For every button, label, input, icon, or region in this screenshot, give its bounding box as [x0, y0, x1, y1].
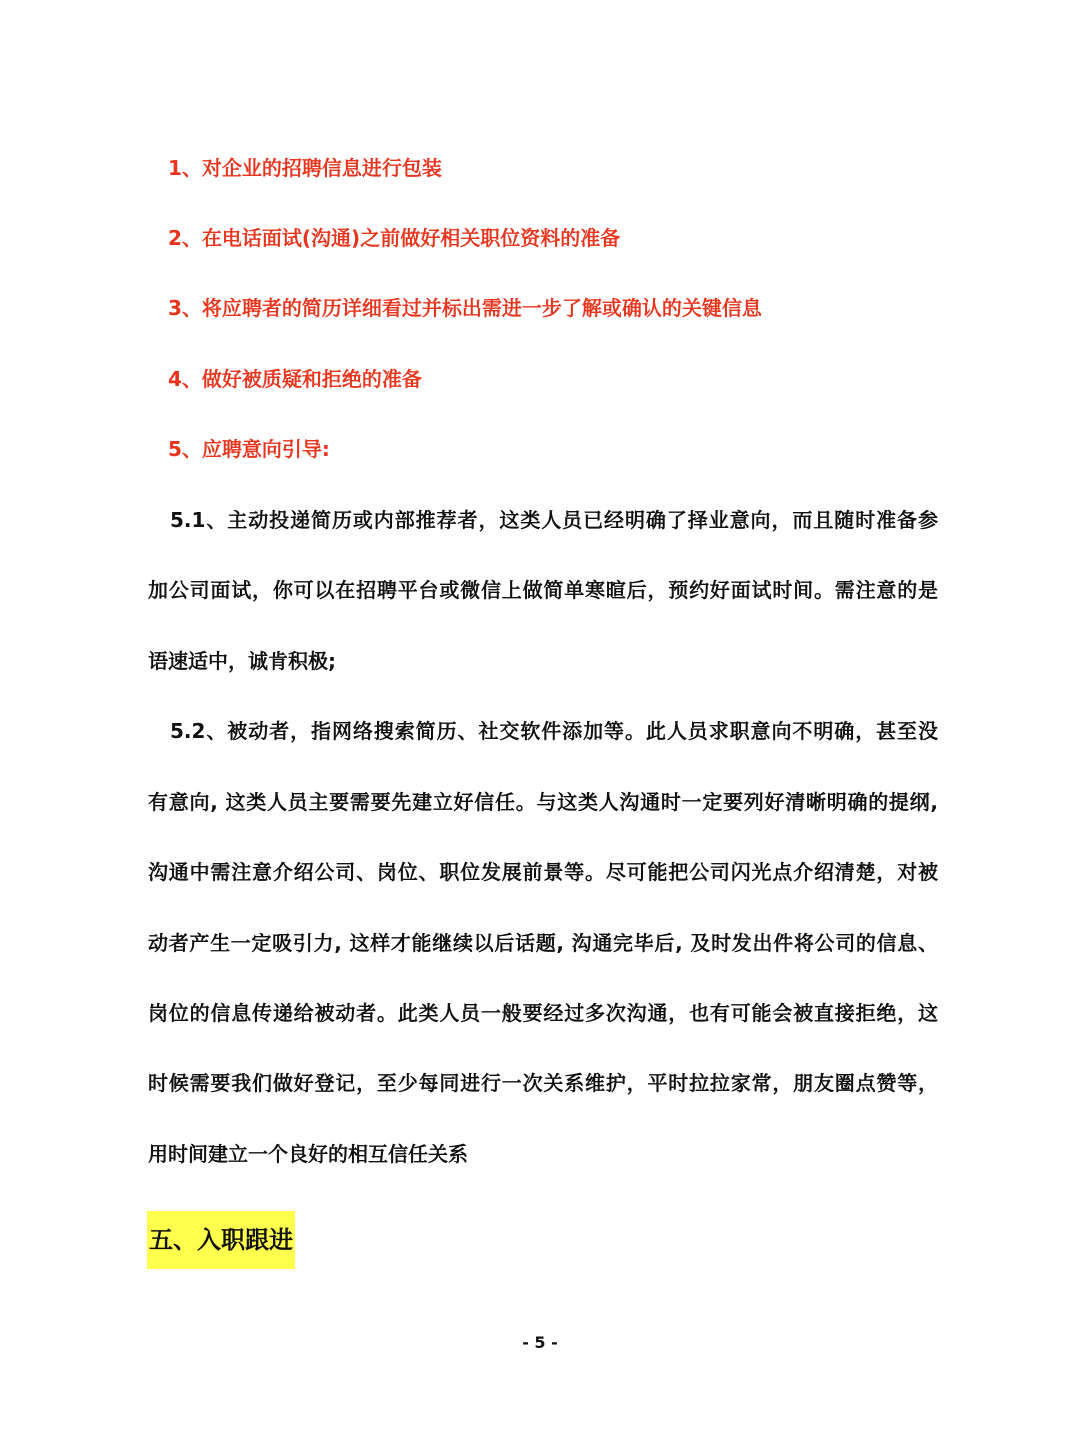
paragraph-line: 语速适中，诚肯积极;	[148, 649, 336, 673]
paragraph-line: 时候需要我们做好登记，至少每同进行一次关系维护，平时拉拉家常，朋友圈点赞等，	[148, 1071, 938, 1095]
section-heading: 五、入职跟进	[147, 1211, 295, 1269]
paragraph-line: 有意向, 这类人员主要需要先建立好信任。与这类人沟通时一定要列好清晰明确的提纲,	[148, 790, 938, 814]
paragraph-line: 沟通中需注意介绍公司、岗位、职位发展前景等。尽可能把公司闪光点介绍清楚，对被	[148, 860, 938, 884]
paragraph-line: 5.1、主动投递简历或内部推荐者，这类人员已经明确了择业意向，而且随时准备参	[170, 508, 938, 532]
paragraph-line: 用时间建立一个良好的相互信任关系	[148, 1142, 468, 1166]
red-item-5: 5、应聘意向引导:	[168, 437, 330, 461]
red-item-2: 2、在电话面试(沟通)之前做好相关职位资料的准备	[168, 226, 621, 250]
paragraph-line: 加公司面试，你可以在招聘平台或微信上做简单寒暄后，预约好面试时间。需注意的是	[148, 578, 938, 602]
paragraph-line: 动者产生一定吸引力, 这样才能继续以后话题, 沟通完毕后, 及时发出件将公司的信息、	[148, 931, 938, 955]
paragraph-line: 5.2、被动者，指网络搜索简历、社交软件添加等。此人员求职意向不明确，甚至没	[170, 719, 938, 743]
red-item-4: 4、做好被质疑和拒绝的准备	[168, 367, 422, 391]
red-item-3: 3、将应聘者的简历详细看过并标出需进一步了解或确认的关键信息	[168, 296, 762, 320]
page-number: - 5 -	[522, 1333, 558, 1352]
paragraph-line: 岗位的信息传递给被动者。此类人员一般要经过多次沟通，也有可能会被直接拒绝，这	[148, 1001, 938, 1025]
red-item-1: 1、对企业的招聘信息进行包装	[168, 156, 442, 180]
